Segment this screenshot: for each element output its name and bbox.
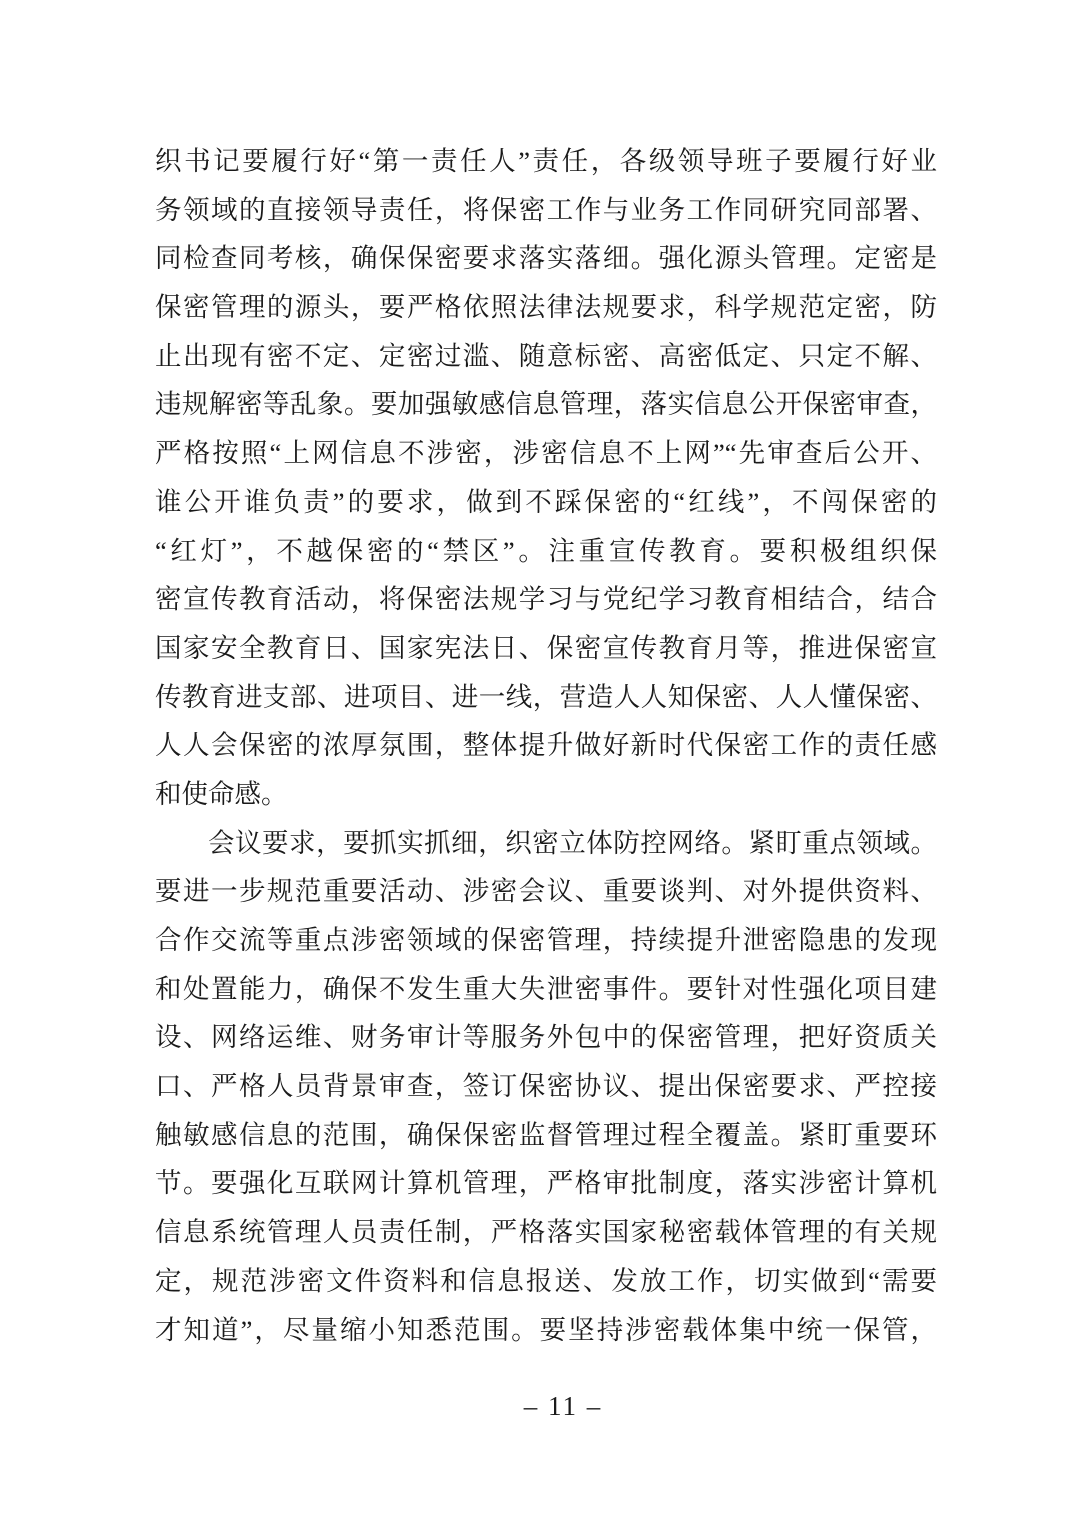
text-line: 定，规范涉密文件资料和信息报送、发放工作，切实做到“需要 [155, 1265, 937, 1296]
text-line: 同检查同考核，确保保密要求落实落细。强化源头管理。定密是 [155, 243, 937, 274]
text-line: 谁公开谁负责”的要求，做到不踩保密的“红线”，不闯保密的 [155, 486, 937, 517]
page-number: – 11 – [523, 1391, 603, 1421]
text-line: 信息系统管理人员责任制，严格落实国家秘密载体管理的有关规 [155, 1217, 937, 1248]
text-line: 违规解密等乱象。要加强敏感信息管理，落实信息公开保密审查， [155, 389, 937, 420]
text-line: 要进一步规范重要活动、涉密会议、重要谈判、对外提供资料、 [155, 876, 937, 907]
text-line: 密宣传教育活动，将保密法规学习与党纪学习教育相结合，结合 [155, 584, 937, 615]
text-line: 节。要强化互联网计算机管理，严格审批制度，落实涉密计算机 [155, 1168, 937, 1199]
text-line: 人人会保密的浓厚氛围，整体提升做好新时代保密工作的责任感 [155, 730, 937, 761]
text-line: “红灯”，不越保密的“禁区”。注重宣传教育。要积极组织保 [155, 535, 937, 566]
text-line: 保密管理的源头，要严格依照法律法规要求，科学规范定密，防 [155, 292, 937, 323]
text-line: 和处置能力，确保不发生重大失泄密事件。要针对性强化项目建 [155, 973, 937, 1004]
text-line: 织书记要履行好“第一责任人”责任，各级领导班子要履行好业 [155, 146, 937, 176]
text-line: 止出现有密不定、定密过滥、随意标密、高密低定、只定不解、 [155, 340, 937, 371]
text-line: 严格按照“上网信息不涉密，涉密信息不上网”“先审查后公开、 [155, 438, 937, 469]
text-line: 才知道”，尽量缩小知悉范围。要坚持涉密载体集中统一保管， [155, 1314, 937, 1345]
text-line-paragraph-end: 和使命感。 [155, 778, 288, 809]
text-line: 口、严格人员背景审查，签订保密协议、提出保密要求、严控接 [155, 1071, 937, 1102]
text-line: 传教育进支部、进项目、进一线，营造人人知保密、人人懂保密、 [155, 681, 937, 712]
text-line: 国家安全教育日、国家宪法日、保密宣传教育月等，推进保密宣 [155, 632, 937, 663]
text-line: 触敏感信息的范围，确保保密监督管理过程全覆盖。紧盯重要环 [155, 1119, 937, 1150]
document-body [155, 137, 937, 1354]
text-line: 设、网络运维、财务审计等服务外包中的保密管理，把好资质关 [155, 1022, 937, 1053]
text-line: 合作交流等重点涉密领域的保密管理，持续提升泄密隐患的发现 [155, 925, 937, 955]
text-line-paragraph-start: 会议要求，要抓实抓细，织密立体防控网络。紧盯重点领域。 [208, 827, 937, 858]
text-line: 务领域的直接领导责任，将保密工作与业务工作同研究同部署、 [155, 194, 937, 225]
